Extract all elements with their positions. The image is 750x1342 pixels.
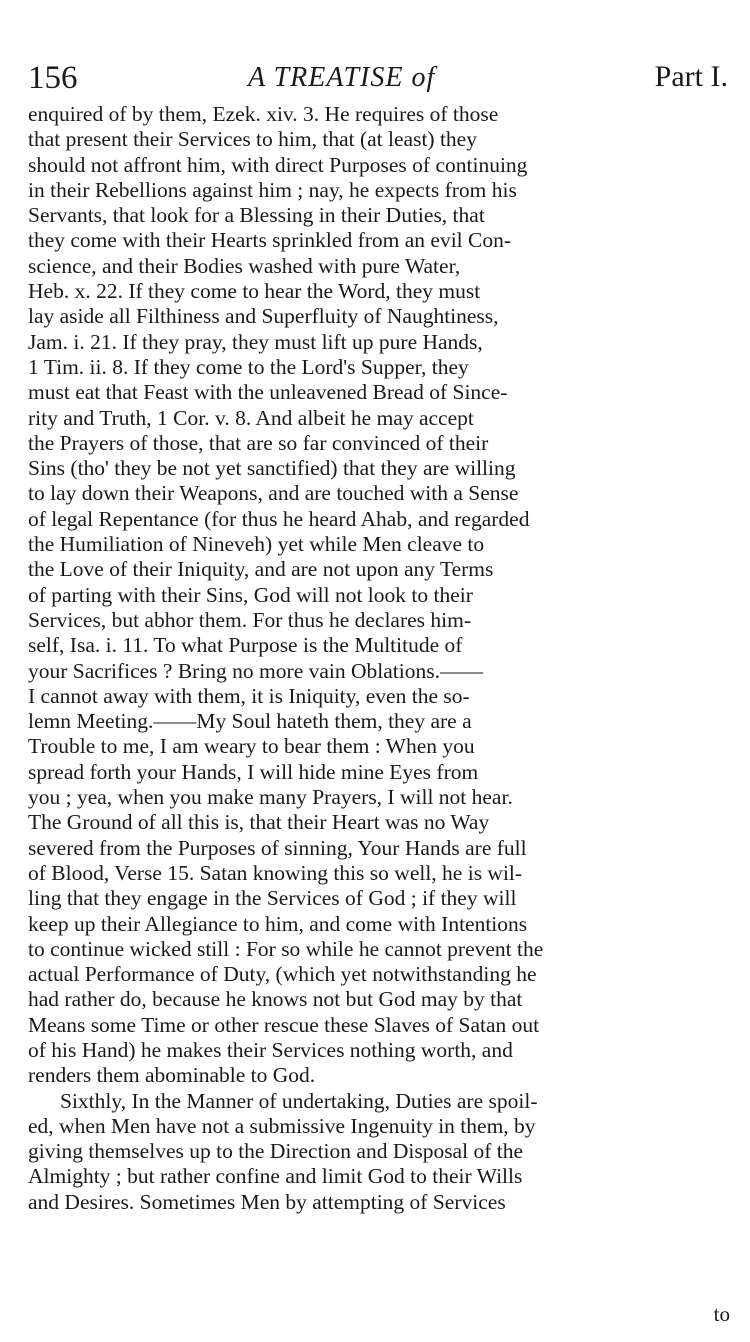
- text-line: Trouble to me, I am weary to bear them : When you: [28, 734, 475, 759]
- text-line: keep up their Allegiance to him, and come with Intentions: [28, 911, 528, 936]
- text-line: Sins (tho' they be not yet sanctified) that they are willing: [28, 456, 516, 481]
- text-line: Jam. i. 21. If they pray, they must lift up pure Hands,: [28, 329, 483, 354]
- text-line: Means some Time or other rescue these Slaves of Satan out: [28, 1012, 540, 1037]
- text-line: giving themselves up to the Direction and Disposal of the: [28, 1139, 524, 1164]
- text-line: severed from the Purposes of sinning, Your Hands are full: [28, 835, 527, 860]
- text-line: rity and Truth, 1 Cor. v. 8. And albeit he may accept: [28, 405, 474, 430]
- text-line: science, and their Bodies washed with pure Water,: [28, 253, 461, 278]
- running-title: A TREATISE of: [248, 62, 436, 93]
- text-line: of parting with their Sins, God will not look to their: [28, 582, 473, 607]
- text-line: ling that they engage in the Services of God ; if they will: [28, 886, 517, 911]
- text-line: to continue wicked still : For so while he cannot prevent the: [28, 936, 544, 961]
- text-line: Servants, that look for a Blessing in their Duties, that: [28, 203, 485, 228]
- catchword: to: [713, 1302, 730, 1326]
- text-line: they come with their Hearts sprinkled from an evil Con-: [28, 228, 512, 253]
- text-line: Almighty ; but rather confine and limit God to their Wills: [28, 1164, 523, 1189]
- text-line: renders them abominable to God.: [28, 1063, 316, 1088]
- text-line: 1 Tim. ii. 8. If they come to the Lord's Supper, they: [28, 354, 469, 379]
- text-line: should not affront him, with direct Purposes of continuing: [28, 152, 528, 177]
- part-label: Part I.: [654, 60, 728, 93]
- text-line: to lay down their Weapons, and are touched with a Sense: [28, 481, 519, 506]
- text-line: your Sacrifices ? Bring no more vain Oblations.——: [28, 658, 483, 683]
- text-line: enquired of by them, Ezek. xiv. 3. He requires of those: [28, 102, 499, 126]
- text-line: ed, when Men have not a submissive Ingenuity in them, by: [28, 1113, 536, 1138]
- text-line: The Ground of all this is, that their Heart was no Way: [28, 810, 490, 835]
- text-line: must eat that Feast with the unleavened Bread of Since-: [28, 380, 508, 405]
- text-line: of Blood, Verse 15. Satan knowing this so well, he is wil-: [28, 860, 523, 885]
- body-text: [28, 102, 728, 1215]
- text-line: the Love of their Iniquity, and are not upon any Terms: [28, 557, 494, 582]
- text-line: of his Hand) he makes their Services nothing worth, and: [28, 1037, 513, 1062]
- text-line: you ; yea, when you make many Prayers, I will not hear.: [28, 785, 513, 810]
- text-line: that present their Services to him, that (at least) they: [28, 127, 477, 152]
- text-line: the Humiliation of Nineveh) yet while Men cleave to: [28, 532, 485, 557]
- text-line: spread forth your Hands, I will hide mine Eyes from: [28, 759, 479, 784]
- text-line: self, Isa. i. 11. To what Purpose is the Multitude of: [28, 633, 463, 658]
- text-line: actual Performance of Duty, (which yet notwithstanding he: [28, 962, 537, 987]
- text-line: lemn Meeting.——My Soul hateth them, they are a: [28, 709, 472, 734]
- paragraph-start-line: Sixthly, In the Manner of undertaking, Duties are spoil-: [60, 1088, 538, 1113]
- text-line: and Desires. Sometimes Men by attempting of Services: [28, 1189, 506, 1214]
- page-number: 156: [28, 60, 78, 96]
- text-line: the Prayers of those, that are so far convinced of their: [28, 430, 489, 455]
- text-line: lay aside all Filthiness and Superfluity of Naughtiness,: [28, 304, 499, 329]
- text-line: Heb. x. 22. If they come to hear the Word, they must: [28, 279, 481, 304]
- running-head: [28, 60, 728, 104]
- text-line: Services, but abhor them. For thus he declares him-: [28, 607, 472, 632]
- text-line: had rather do, because he knows not but God may by that: [28, 987, 523, 1012]
- text-line: in their Rebellions against him ; nay, he expects from his: [28, 177, 517, 202]
- text-line: I cannot away with them, it is Iniquity, even the so-: [28, 683, 470, 708]
- text-line: of legal Repentance (for thus he heard Ahab, and regarded: [28, 506, 530, 531]
